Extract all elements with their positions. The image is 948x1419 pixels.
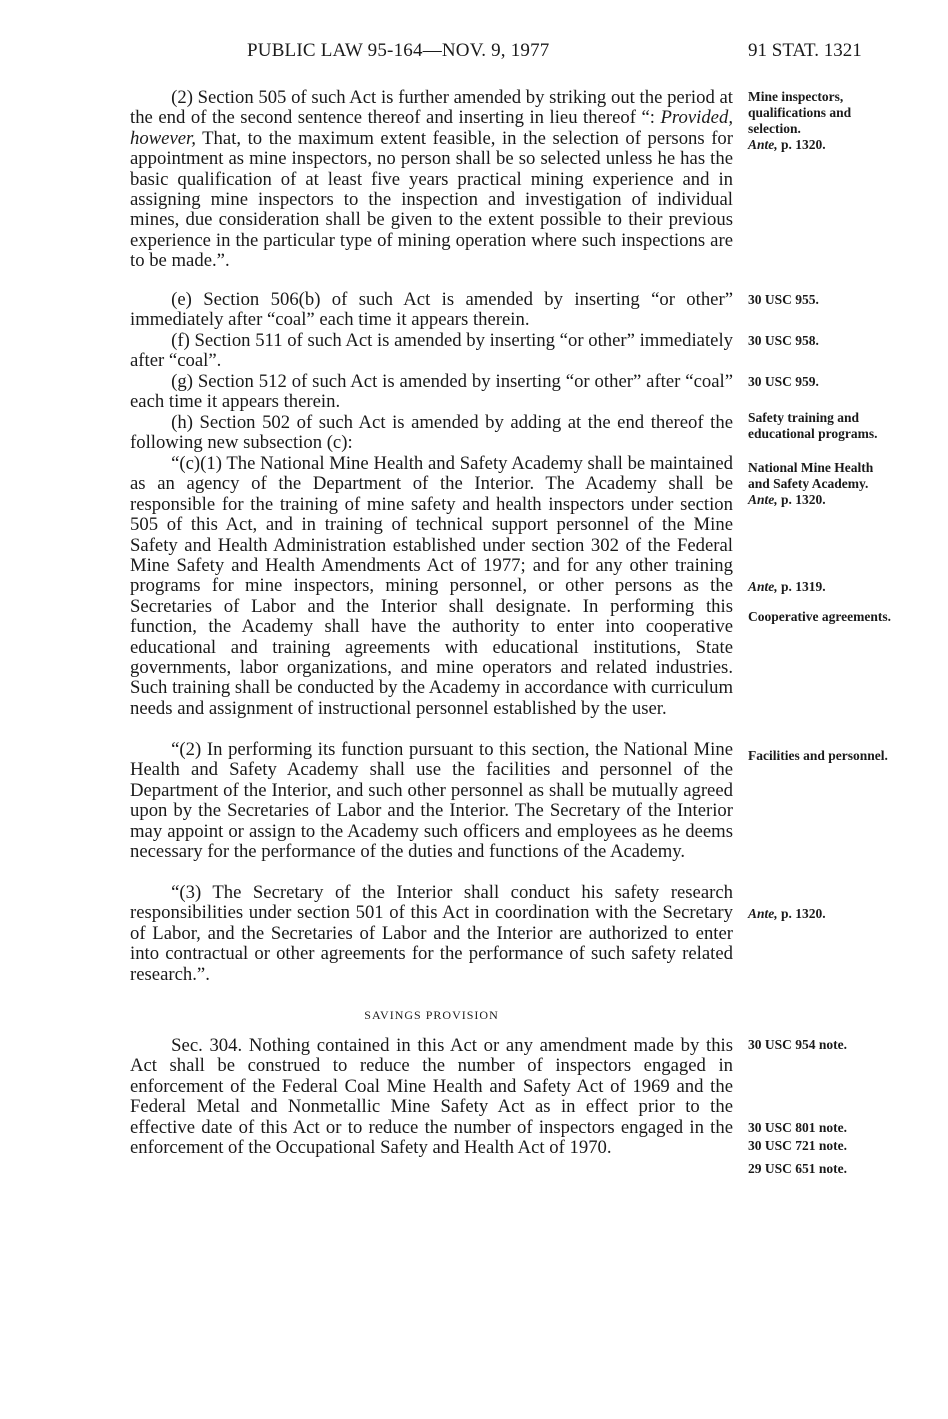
margin-note-ref: Ante, p. 1320. (748, 137, 826, 152)
paragraph-text: Nothing contained in this Act or any amendment made by this Act shall be construed to reduce the number of inspectors engaged in enforcement of the Federal Coal Mine Health and Safety Act of 1969 and the Federal Metal and Nonmetallic Mine Safety Act as in effect prior to the effective date of this Act or to reduce the number of inspectors engaged in the enforcement of the Occupational Safety and Health Act of 1970. (130, 1035, 733, 1159)
margin-note-ref: Ante, p. 1320. (748, 492, 826, 507)
margin-note-text: Mine inspectors, qualifications and selection. (748, 89, 852, 136)
italic-proviso: Provided, however, (130, 107, 733, 149)
running-header-stat: 91 STAT. 1321 (748, 40, 862, 61)
margin-note-usc-955: 30 USC 955. (748, 292, 819, 307)
margin-note-academy (748, 460, 898, 508)
paragraph-c2: “(2) In performing its function pursuant to this section, the National Mine Health and Safety Academy shall use the facilities and personnel of the Department of the Interior, and such other personnel as shall be mutually agreed upon by the Secretaries of Labor and the Interior. The Secretary of the Interior may appoint or assign to the Academy such officers and employees as he deems necessary for the performance of the duties and functions of the Academy. (130, 739, 733, 863)
paragraph-text: (2) Section 505 of such Act is further amended by striking out the period at the end of the second sentence thereof and inserting in lieu thereof “: (130, 87, 733, 129)
margin-note-safety-training: Safety training and educational programs. (748, 410, 878, 441)
running-header-law: PUBLIC LAW 95-164—NOV. 9, 1977 (247, 40, 550, 61)
margin-note-usc-954: 30 USC 954 note. (748, 1037, 848, 1052)
paragraph-e: (e) Section 506(b) of such Act is amended by inserting “or other” immediately after “coal” each time it appears therein. (130, 289, 733, 331)
paragraph-c1: “(c)(1) The National Mine Health and Safety Academy shall be maintained as an agency of the Department of the Interior. The Academy shall be responsible for the training of mine safety and health inspectors under section 505 of this Act, and in training of technical support personnel of the Mine Safety and Health Administration established under section 302 of the Federal Mine Safety and Health Amendments Act of 1977; and for any other training programs for mine inspectors, mining personnel, or other persons as the Secretaries of Labor and the Interior shall designate. In performing this function, the Academy shall have the authority to enter into cooperative educational and training agreements with educational institutions, State governments, labor organizations, and mine operators and related industries. Such training shall be conducted by the Academy in accordance with curriculum needs and assignment of instructional personnel established by the user. (130, 453, 733, 719)
margin-note-facilities: Facilities and personnel. (748, 748, 888, 763)
paragraph-g: (g) Section 512 of such Act is amended by inserting “or other” after “coal” each time it appears therein. (130, 371, 733, 413)
section-heading: SAVINGS PROVISION (364, 1008, 499, 1022)
paragraph-c3: “(3) The Secretary of the Interior shall conduct his safety research responsibilities under section 501 of this Act in coordination with the Secretary of Labor, and the Secretaries of Labor and the Interior are authorized to enter into contractual or other agreements for the performance of such safety related research.”. (130, 882, 733, 985)
paragraph-f: (f) Section 511 of such Act is amended by inserting “or other” immediately after “coal”. (130, 330, 733, 372)
section-label: Sec. 304. (171, 1035, 243, 1056)
margin-note-usc-958: 30 USC 958. (748, 333, 819, 348)
margin-note-usc-801: 30 USC 801 note. (748, 1120, 848, 1135)
margin-note-mine-inspectors (748, 89, 898, 153)
paragraph-text: That, to the maximum extent feasible, in the selection of persons for appointment as mine inspectors, no person shall be so selected unless he has the basic qualification of at least five years practical mining experience and in assigning mine inspectors to the inspection and investigation of individual mines, due consideration shall be given to the extent possible to their previous experience in the particular type of mining operation where such inspections are to be made.”. (130, 127, 733, 272)
paragraph-h: (h) Section 502 of such Act is amended by adding at the end thereof the following new subsection (c): (130, 412, 733, 454)
margin-note-ante-1319: Ante, p. 1319. (748, 579, 826, 594)
paragraph-sec-304 (130, 1036, 733, 1158)
margin-note-usc-651: 29 USC 651 note. (748, 1161, 848, 1176)
margin-note-text: National Mine Health and Safety Academy. (748, 460, 874, 491)
margin-note-usc-959: 30 USC 959. (748, 374, 819, 389)
margin-note-usc-721: 30 USC 721 note. (748, 1138, 848, 1153)
paragraph-section-505 (130, 88, 733, 272)
margin-note-cooperative: Cooperative agreements. (748, 609, 891, 624)
margin-note-ante-1320: Ante, p. 1320. (748, 906, 826, 921)
